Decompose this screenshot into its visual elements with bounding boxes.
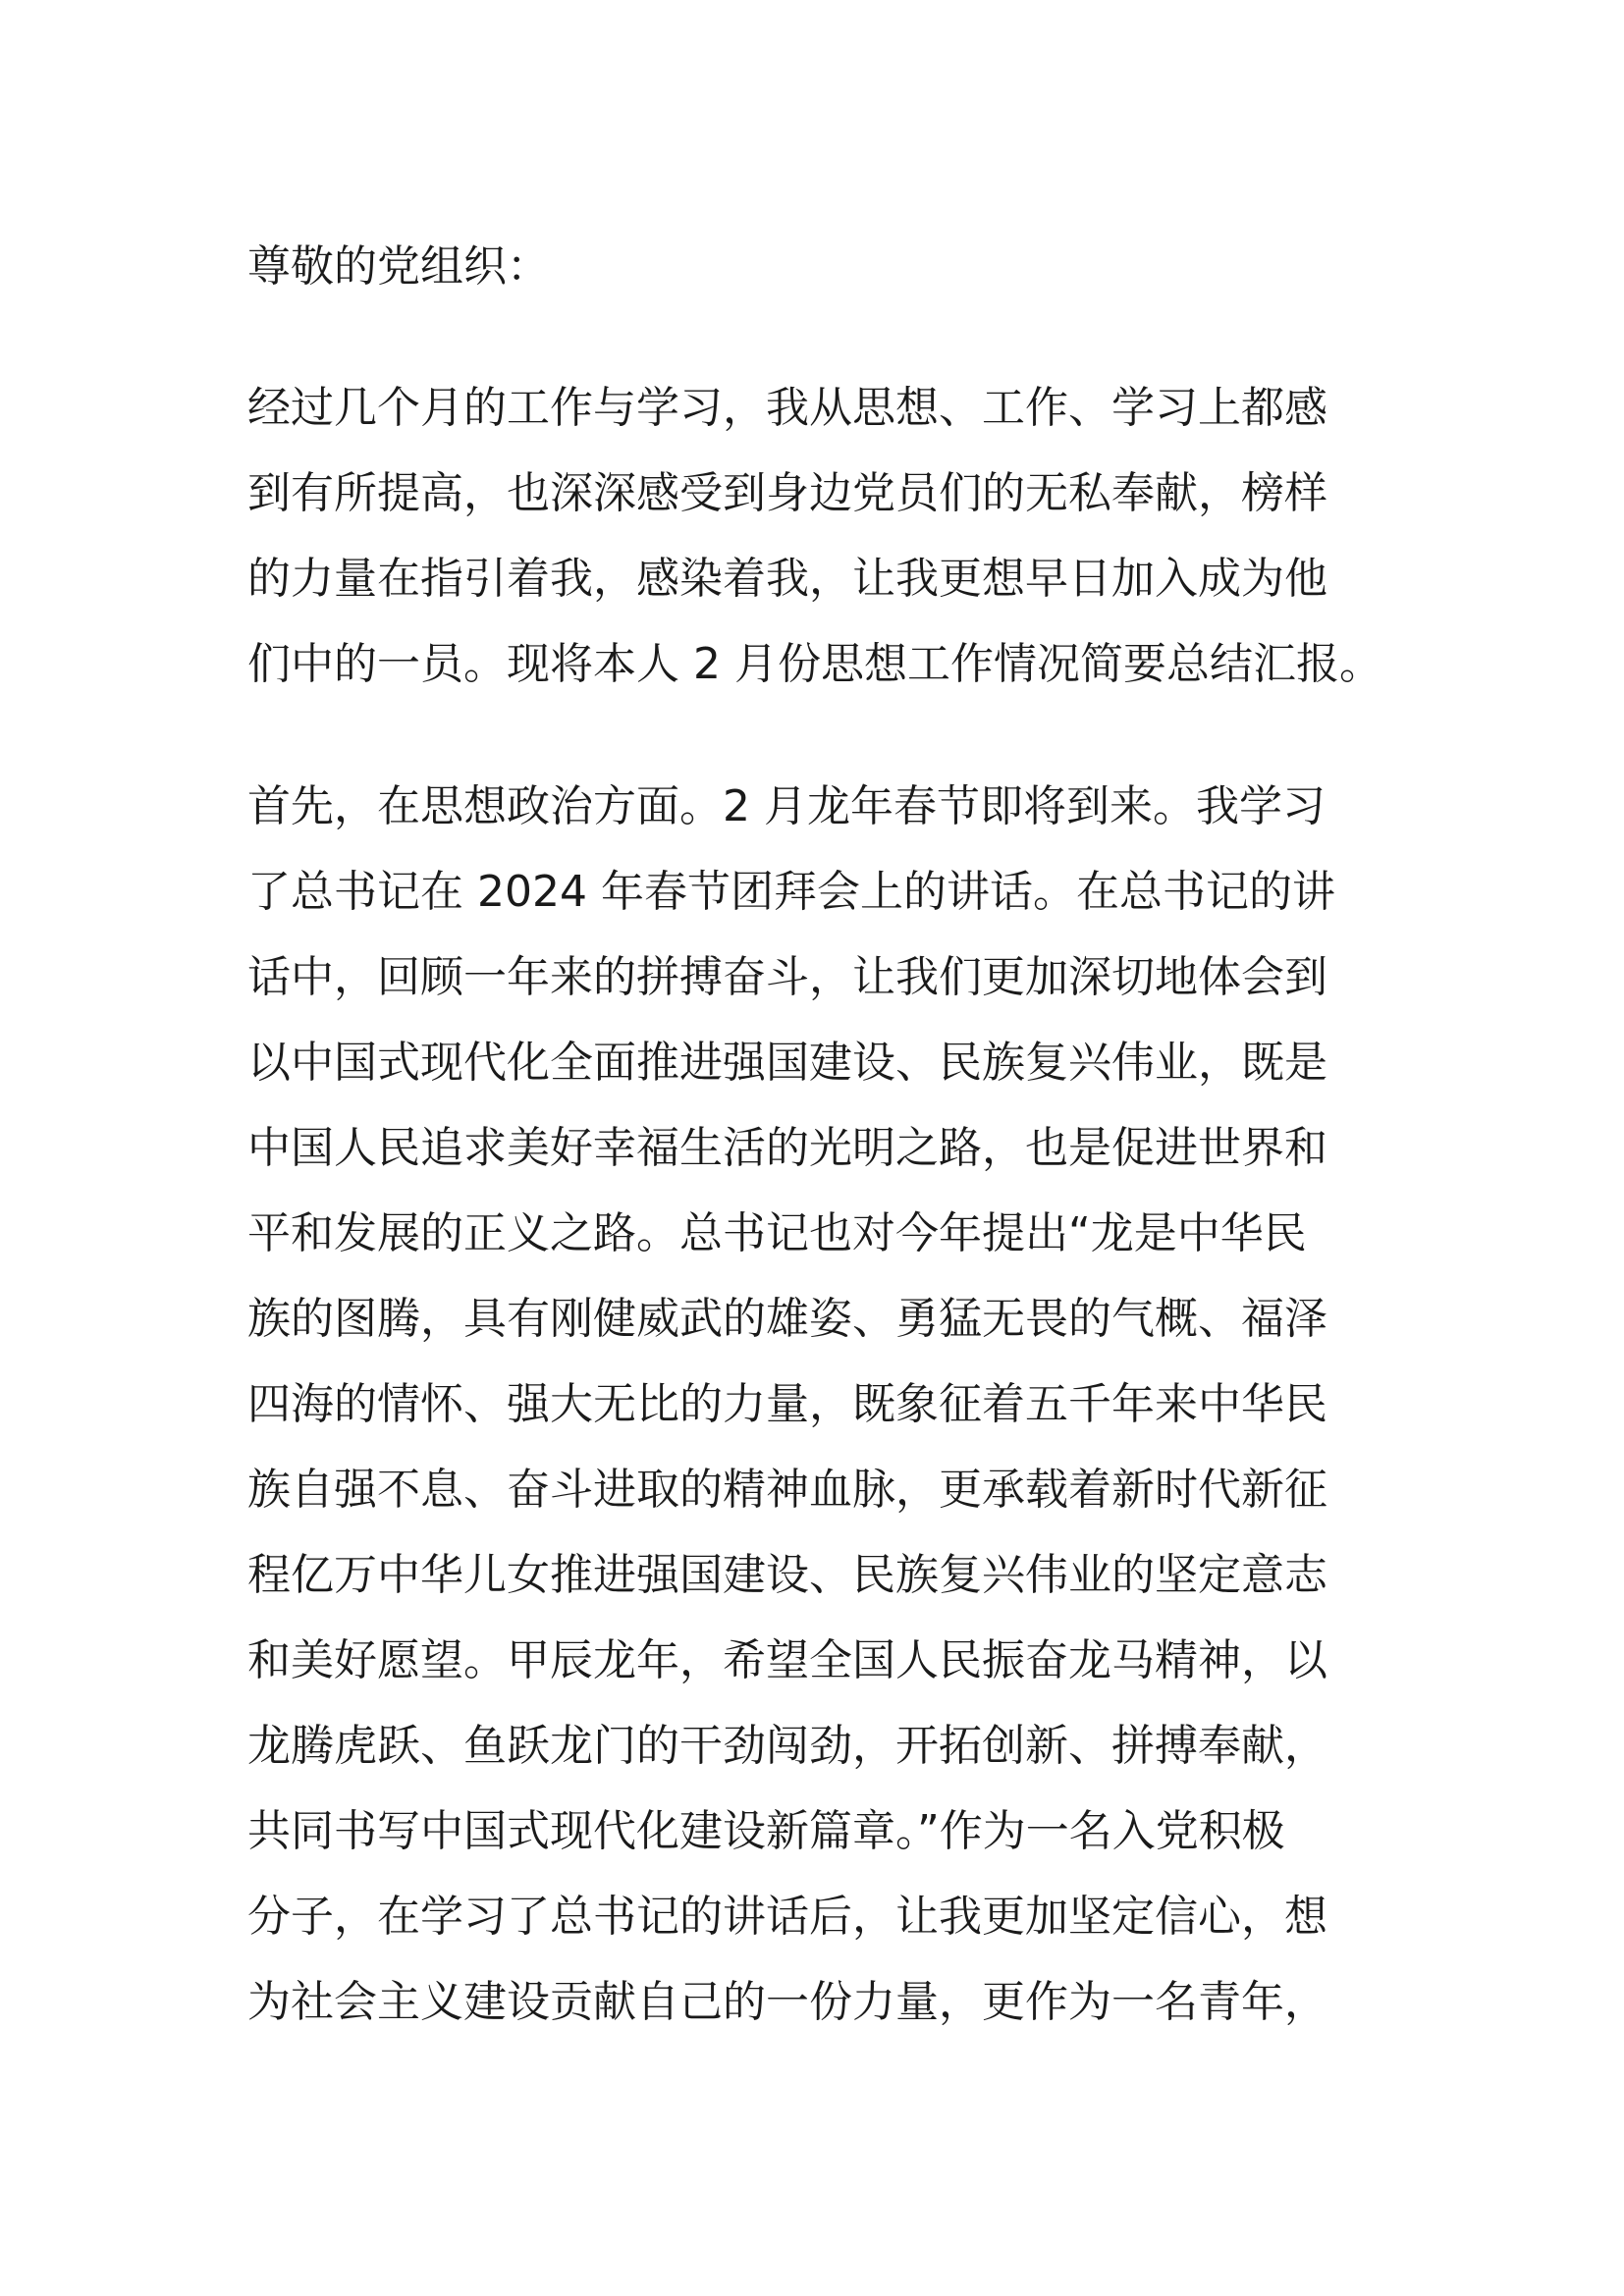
paragraph-line: 们中的一员。现将本人 2 月份思想工作情况简要总结汇报。 [247, 639, 1382, 689]
paragraph-line: 话中，回顾一年来的拼搏奋斗，让我们更加深切地体会到 [247, 952, 1327, 1002]
paragraph-intro [247, 365, 1396, 707]
paragraph-line: 程亿万中华儿女推进强国建设、民族复兴伟业的坚定意志 [247, 1550, 1327, 1600]
paragraph-line: 和美好愿望。甲辰龙年，希望全国人民振奋龙马精神，以 [247, 1635, 1327, 1685]
paragraph-ideology [247, 764, 1396, 2045]
salutation: 尊敬的党组织： [247, 241, 550, 292]
paragraph-line: 共同书写中国式现代化建设新篇章。”作为一名入党积极 [247, 1806, 1285, 1856]
paragraph-line: 首先，在思想政治方面。2 月龙年春节即将到来。我学习 [247, 781, 1326, 831]
paragraph-line: 的力量在指引着我，感染着我，让我更想早日加入成为他 [247, 554, 1327, 604]
paragraph-line: 中国人民追求美好幸福生活的光明之路，也是促进世界和 [247, 1123, 1327, 1173]
paragraph-line: 了总书记在 2024 年春节团拜会上的讲话。在总书记的讲 [247, 867, 1335, 917]
paragraph-line: 族自强不息、奋斗进取的精神血脉，更承载着新时代新征 [247, 1465, 1327, 1515]
paragraph-line: 平和发展的正义之路。总书记也对今年提出“龙是中华民 [247, 1208, 1307, 1258]
paragraph-line: 经过几个月的工作与学习，我从思想、工作、学习上都感 [247, 383, 1327, 433]
paragraph-line: 龙腾虎跃、鱼跃龙门的干劲闯劲，开拓创新、拼搏奉献， [247, 1721, 1327, 1771]
paragraph-line: 四海的情怀、强大无比的力量，既象征着五千年来中华民 [247, 1379, 1327, 1429]
document-body [247, 224, 1396, 2102]
paragraph-line: 到有所提高，也深深感受到身边党员们的无私奉献，榜样 [247, 468, 1327, 518]
paragraph-line: 以中国式现代化全面推进强国建设、民族复兴伟业，既是 [247, 1038, 1327, 1088]
paragraph-line: 分子，在学习了总书记的讲话后，让我更加坚定信心，想 [247, 1892, 1327, 1942]
paragraph-line: 为社会主义建设贡献自己的一份力量，更作为一名青年， [247, 1977, 1327, 2027]
paragraph-line: 族的图腾，具有刚健威武的雄姿、勇猛无畏的气概、福泽 [247, 1294, 1327, 1344]
